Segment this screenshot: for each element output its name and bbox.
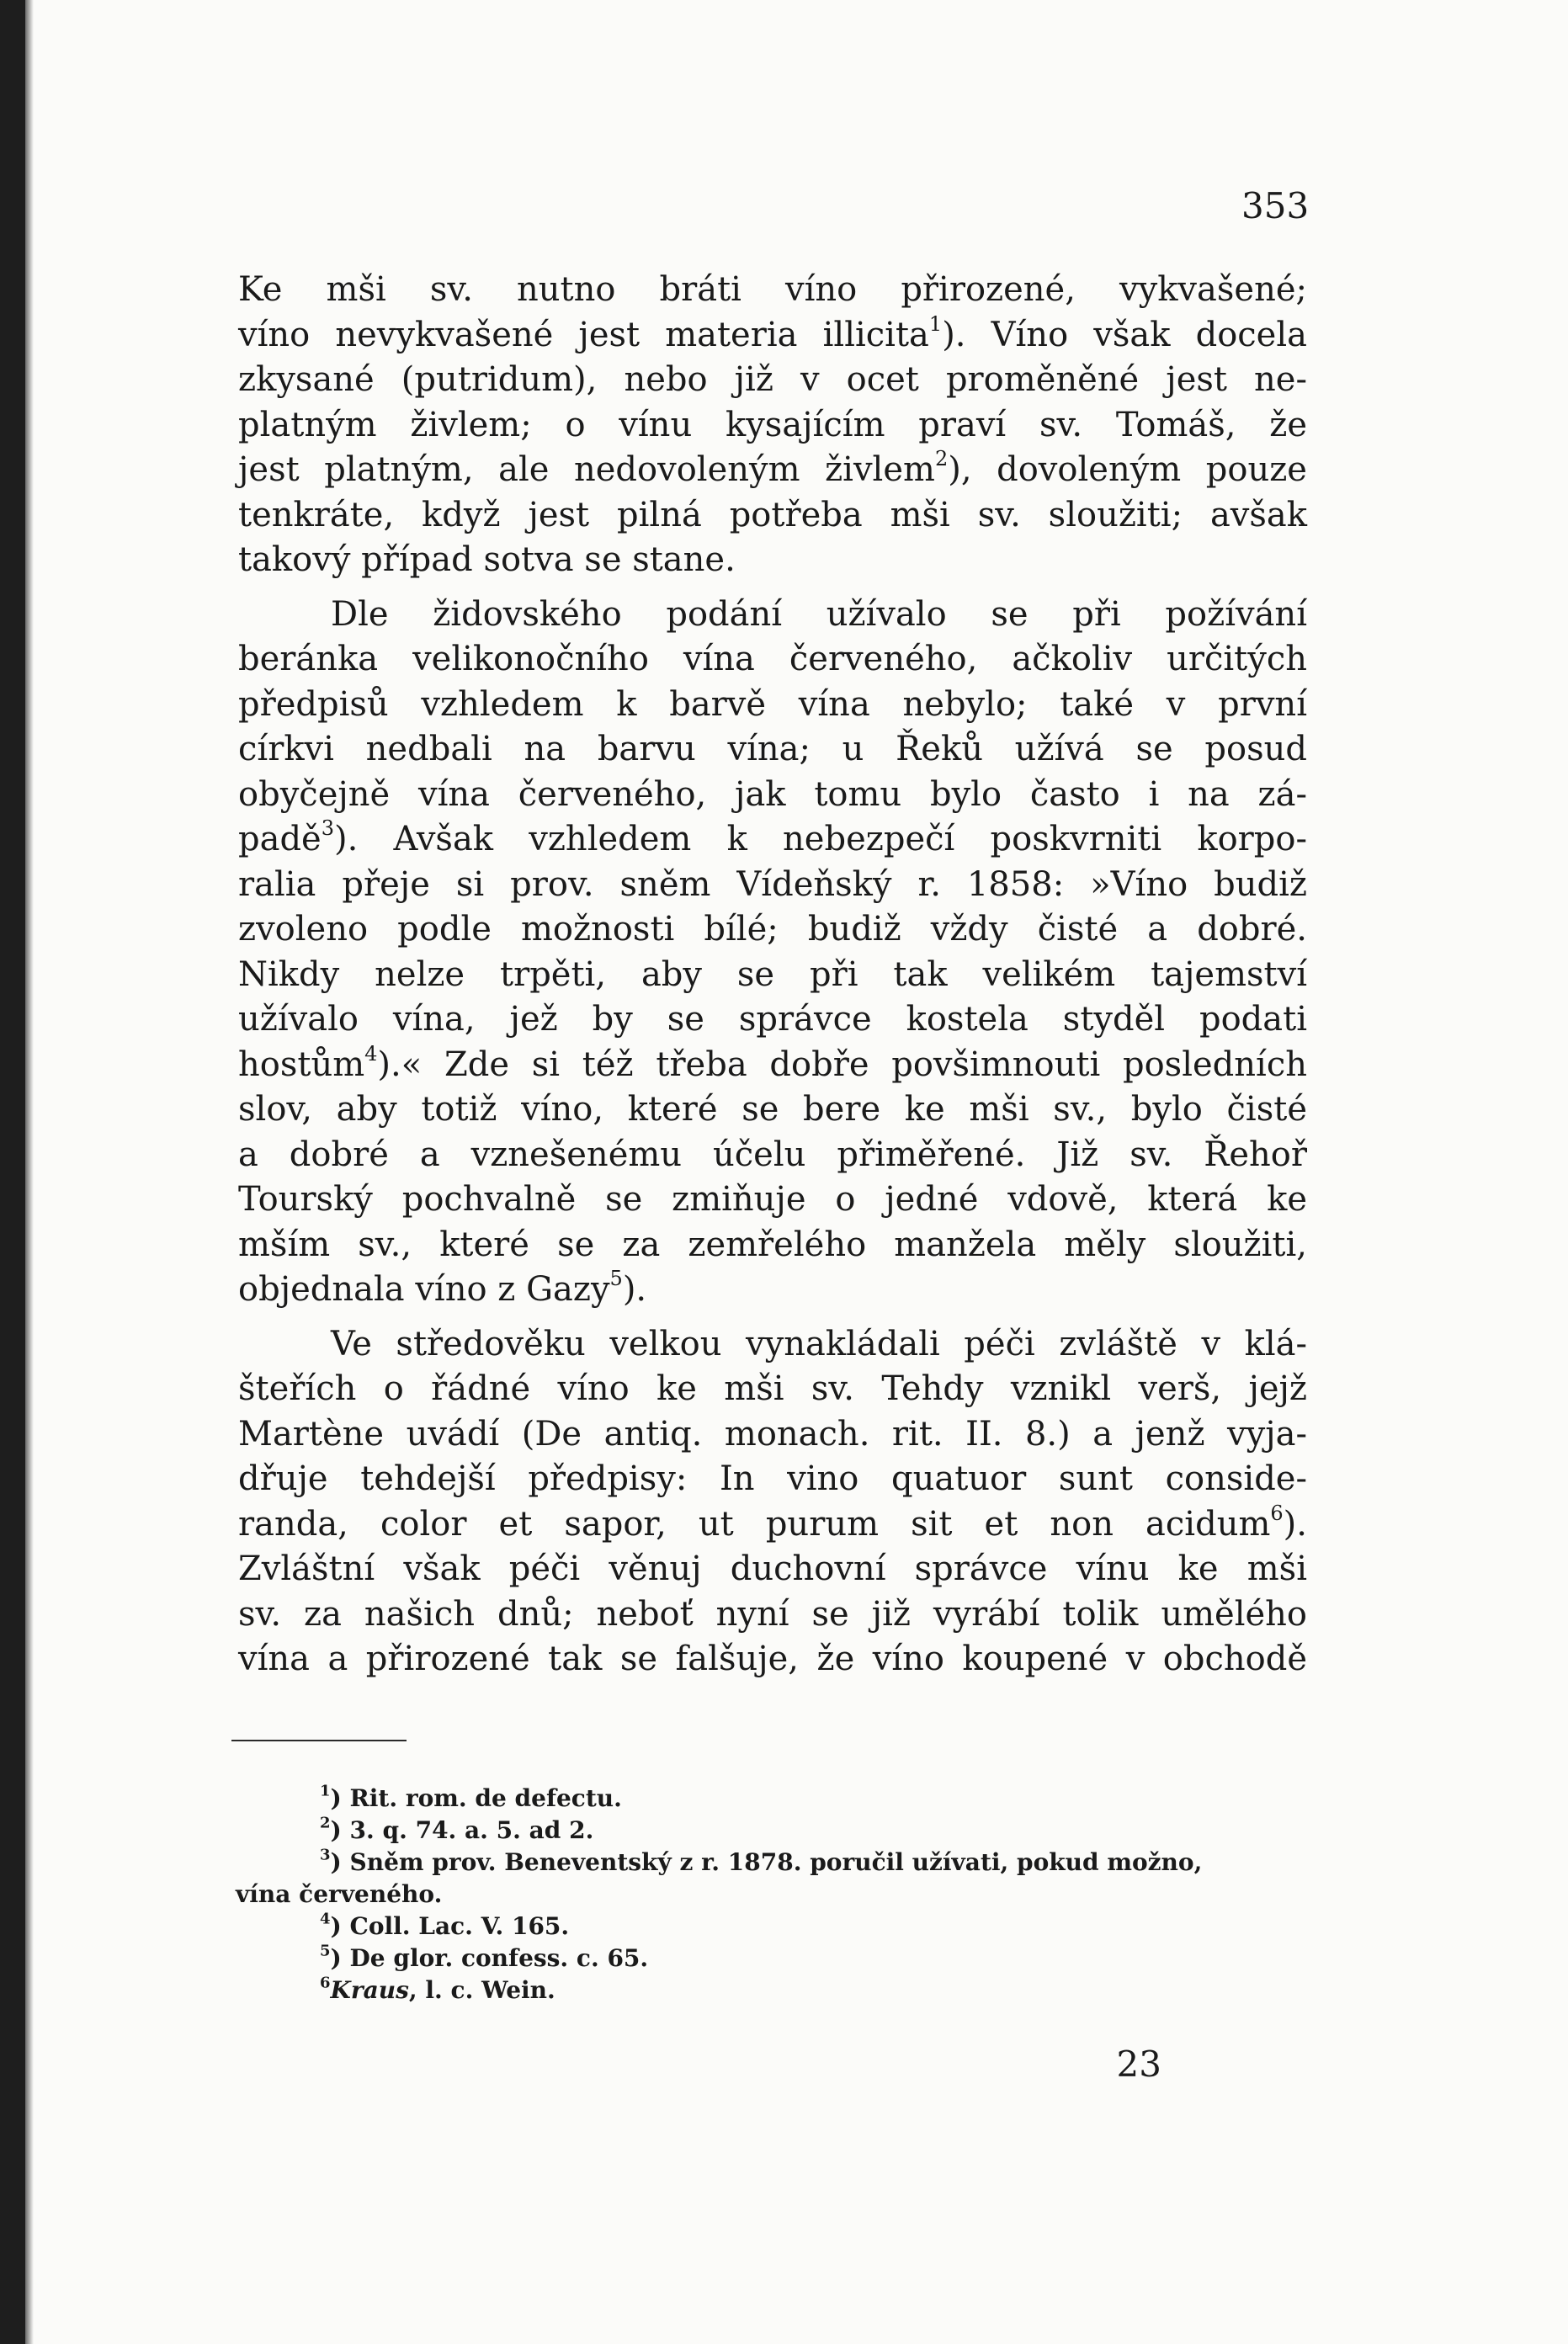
text-line: Ve středověku velkou vynakládali péči zvláště v klá- — [331, 1324, 1307, 1363]
footnote — [236, 1975, 1309, 2006]
footnote-text: ) Sněm prov. Beneventský z r. 1878. poručil užívati, pokud možno, — [330, 1848, 1203, 1876]
footnote-text: ) 3. q. 74. a. 5. ad 2. — [330, 1816, 594, 1844]
footnotes — [236, 1783, 1309, 2006]
text-line — [238, 1268, 1307, 1313]
text-line: beránka velikonočního vína červeného, ačkoliv určitých — [238, 640, 1307, 678]
text-line: a dobré a vznešenému účelu přiměřené. Již sv. Řehoř — [238, 1135, 1307, 1174]
text-line — [238, 448, 1307, 493]
footnote-continuation: vína červeného. — [236, 1880, 443, 1908]
footnote-ref[interactable]: 3 — [321, 816, 335, 840]
text-line: šteřích o řádné víno ke mši sv. Tehdy vznikl verš, jejž — [238, 1369, 1307, 1408]
text-line: takový případ sotva se stane. — [238, 540, 736, 579]
footnote-ref[interactable]: 6 — [1270, 1501, 1284, 1525]
text-line: Zvláštní však péči věnuj duchovní správce vínu ke mši — [238, 1549, 1307, 1588]
binding-edge — [0, 0, 25, 2344]
text-line: církvi nedbali na barvu vína; u Řeků užívá se posud — [238, 730, 1307, 768]
text-line — [238, 313, 1307, 359]
footnote — [236, 1911, 1309, 1943]
footnote-text: ) Rit. rom. de defectu. — [330, 1784, 622, 1812]
text-line: sv. za našich dnů; neboť nyní se již vyrábí tolik umělého — [238, 1594, 1307, 1634]
footnote-number: 5 — [320, 1942, 331, 1960]
text-segment: padě — [238, 820, 322, 858]
text-segment: hostům — [238, 1044, 365, 1084]
text-line: platným živlem; o vínu kysajícím praví sv. Tomáš, že — [238, 405, 1307, 444]
text-segment: ). Avšak vzhledem k nebezpečí poskvrniti korpo- — [334, 820, 1307, 858]
footnote-text: ) De glor. confess. c. 65. — [330, 1944, 649, 1972]
footnote-ref[interactable]: 2 — [934, 447, 949, 470]
text-line: mším sv., které se za zemřelého manžela měly sloužiti, — [238, 1225, 1307, 1264]
footnote-ref[interactable]: 1 — [928, 311, 943, 336]
text-line: slov, aby totiž víno, které se bere ke mši sv., bylo čisté — [238, 1090, 1307, 1129]
text-segment: randa, color et sapor, ut purum sit et non acidum — [238, 1504, 1271, 1544]
text-line: Dle židovského podání užívalo se při požívání — [331, 594, 1307, 634]
footnote-number: 2 — [320, 1814, 331, 1832]
text-line: ralia přeje si prov. sněm Vídeňský r. 1858: »Víno budiž — [238, 864, 1307, 904]
text-segment: ). — [622, 1270, 647, 1309]
text-line: předpisů vzhledem k barvě vína nebylo; také v první — [238, 684, 1307, 724]
text-segment: jest platným, ale nedovoleným živlem — [238, 450, 935, 489]
text-segment: ), dovoleným pouze — [948, 450, 1307, 489]
footnote-ref[interactable]: 4 — [364, 1041, 378, 1066]
text-line: užívalo vína, jež by se správce kostela styděl podati — [238, 1000, 1307, 1039]
text-line: dřuje tehdejší předpisy: In vino quatuor sunt conside- — [238, 1459, 1307, 1498]
text-segment: ).« Zde si též třeba dobře povšimnouti posledních — [377, 1044, 1307, 1084]
text-line: Ke mši sv. nutno bráti víno přirozené, vykvašené; — [238, 270, 1307, 309]
binding-shadow — [25, 0, 34, 2344]
footnote-ref[interactable]: 5 — [609, 1267, 623, 1290]
paragraph — [238, 268, 1307, 583]
footnote — [236, 1943, 1309, 1975]
text-line: zkysané (putridum), nebo již v ocet proměněné jest ne- — [238, 360, 1307, 399]
footnote — [236, 1847, 1309, 1879]
text-line: zvoleno podle možnosti bílé; budiž vždy čisté a dobré. — [238, 910, 1307, 949]
text-line: Tourský pochvalně se zmiňuje o jedné vdově, která ke — [238, 1180, 1307, 1219]
text-line: Nikdy nelze trpěti, aby se při tak velikém tajemství — [238, 954, 1307, 994]
footnote-author: Kraus — [330, 1976, 409, 2004]
text-line: tenkráte, když jest pilná potřeba mši sv. sloužiti; avšak — [238, 495, 1307, 534]
text-segment: objednala víno z Gazy — [238, 1270, 610, 1309]
footnote-number: 1 — [320, 1782, 331, 1800]
footnote-text: ) Coll. Lac. V. 165. — [330, 1912, 570, 1940]
footnote-text: , l. c. Wein. — [408, 1976, 555, 2004]
text-segment: víno nevykvašené jest materia illicita — [238, 315, 929, 354]
text-line: obyčejně vína červeného, jak tomu bylo často i na zá- — [238, 774, 1307, 814]
body-text — [238, 268, 1307, 1682]
footnote-number: 3 — [320, 1846, 331, 1864]
page-number: 353 — [1241, 185, 1310, 226]
signature-mark: 23 — [1116, 2044, 1161, 2085]
text-line: vína a přirozené tak se falšuje, že víno koupené v obchodě — [238, 1640, 1307, 1678]
text-line — [238, 1043, 1307, 1088]
text-line — [238, 1502, 1307, 1548]
text-line: Martène uvádí (De antiq. monach. rit. II. 8.) a jenž vyja- — [238, 1414, 1307, 1454]
footnote — [236, 1815, 1309, 1847]
text-segment: ). — [1283, 1504, 1307, 1544]
paragraph — [238, 593, 1307, 1313]
footnote-number: 6 — [320, 1974, 331, 1992]
footnote — [236, 1783, 1309, 1815]
text-line — [238, 817, 1307, 863]
footnote-separator — [231, 1740, 407, 1741]
footnote-number: 4 — [320, 1910, 331, 1928]
text-segment: ). Víno však docela — [942, 315, 1307, 354]
paragraph — [238, 1322, 1307, 1682]
